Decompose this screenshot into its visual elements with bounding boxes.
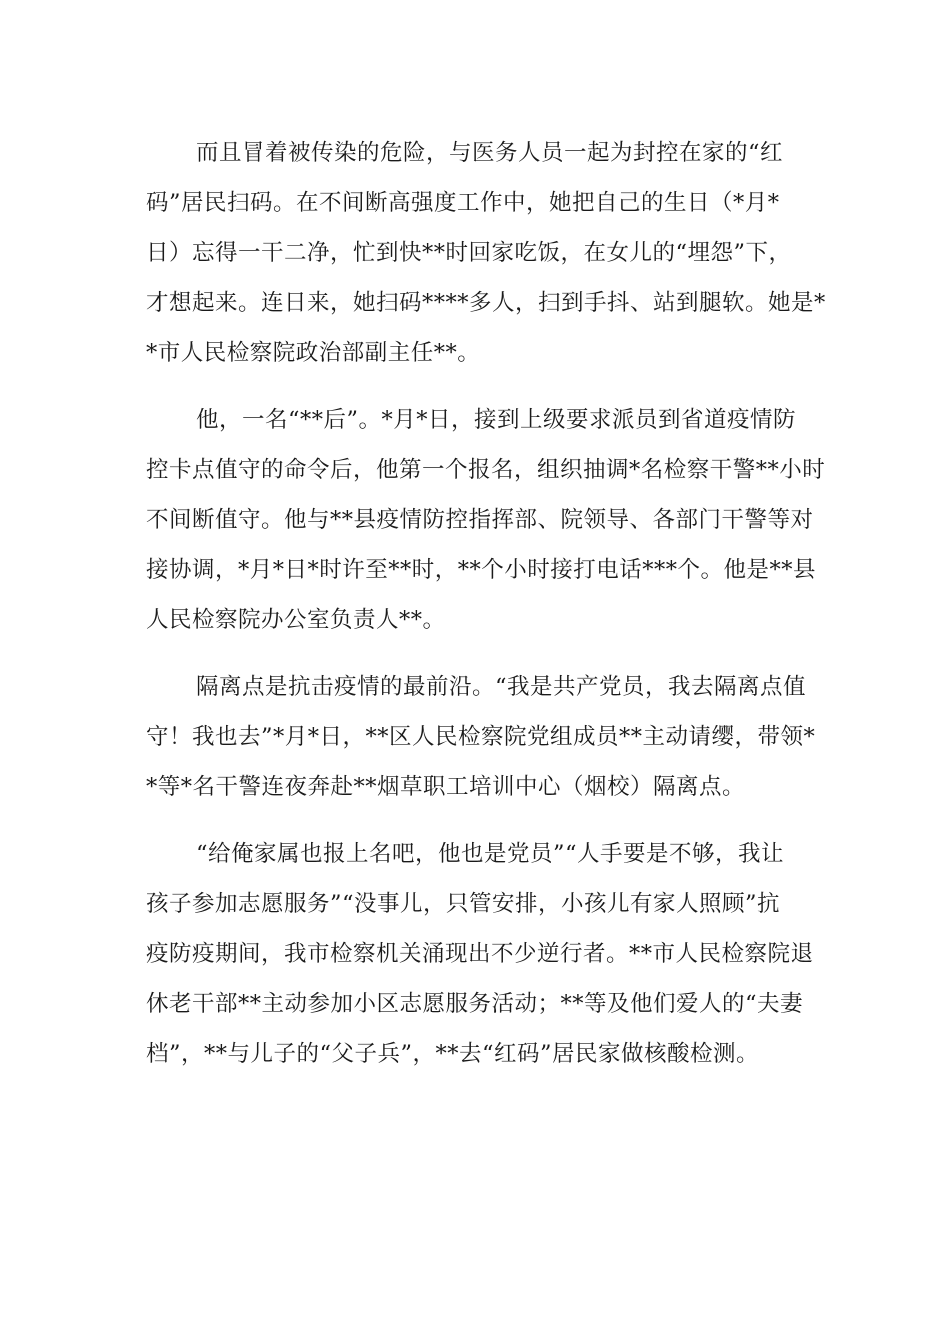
paragraph-3: [146, 662, 816, 812]
paragraph-line: 孩子参加志愿服务”“没事儿，只管安排，小孩儿有家人照顾”抗: [146, 891, 781, 917]
paragraph-line: 日）忘得一干二净，忙到快**时回家吃饭，在女儿的“埋怨”下，: [146, 240, 792, 266]
document-body: [146, 128, 826, 1096]
paragraph-line: 隔离点是抗击疫情的最前沿。“我是共产党员，我去隔离点值: [196, 674, 807, 700]
paragraph-line: 才想起来。连日来，她扫码****多人，扫到手抖、站到腿软。她是*: [146, 290, 826, 316]
paragraph-line: 控卡点值守的命令后，他第一个报名，组织抽调*名检察干警**小时: [146, 457, 826, 483]
paragraph-line: 守！我也去”*月*日，**区人民检察院党组成员**主动请缨，带领*: [146, 724, 816, 750]
paragraph-line: 档”，**与儿子的“父子兵”，**去“红码”居民家做核酸检测。: [146, 1041, 760, 1067]
paragraph-2: [146, 395, 826, 645]
paragraph-line: 接协调，*月*日*时许至**时，**个小时接打电话***个。他是**县: [146, 557, 817, 583]
paragraph-line: 休老干部**主动参加小区志愿服务活动；**等及他们爱人的“夫妻: [146, 991, 804, 1017]
paragraph-line: 而且冒着被传染的危险，与医务人员一起为封控在家的“红: [196, 140, 784, 166]
paragraph-line: 不间断值守。他与**县疫情防控指挥部、院领导、各部门干警等对: [146, 507, 814, 533]
paragraph-line: 人民检察院办公室负责人**。: [146, 607, 446, 633]
paragraph-line: *市人民检察院政治部副主任**。: [146, 340, 481, 366]
paragraph-4: [146, 829, 814, 1079]
paragraph-1: [146, 128, 826, 378]
paragraph-line: “给俺家属也报上名吧，他也是党员”“人手要是不够，我让: [196, 841, 785, 867]
paragraph-line: 他，一名“**后”。*月*日，接到上级要求派员到省道疫情防: [196, 407, 797, 433]
paragraph-line: 疫防疫期间，我市检察机关涌现出不少逆行者。**市人民检察院退: [146, 941, 814, 967]
paragraph-line: *等*名干警连夜奔赴**烟草职工培训中心（烟校）隔离点。: [146, 774, 746, 800]
paragraph-line: 码”居民扫码。在不间断高强度工作中，她把自己的生日（*月*: [146, 190, 780, 216]
